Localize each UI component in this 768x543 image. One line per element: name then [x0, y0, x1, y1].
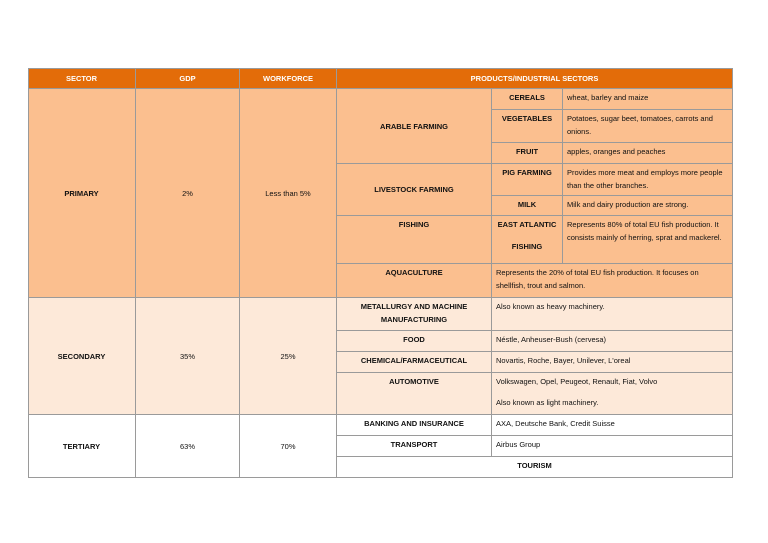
food-desc-cell: Néstle, Anheuser-Bush (cervesa) — [492, 331, 733, 352]
chemical-desc-cell: Novartis, Roche, Bayer, Unilever, L'oreal — [492, 352, 733, 373]
east-atlantic-line1: EAST ATLANTIC — [497, 220, 557, 229]
fishing-cell: FISHING — [337, 216, 492, 264]
east-atlantic-line2: FISHING — [511, 242, 543, 251]
secondary-workforce-cell: 25% — [240, 298, 337, 415]
fruit-cell: FRUIT — [492, 143, 563, 164]
chemical-cell: CHEMICAL/FARMACEUTICAL — [337, 352, 492, 373]
header-gdp: GDP — [136, 68, 240, 89]
automotive-brands: Volkswagen, Opel, Peugeot, Renault, Fiat, Volvo — [496, 377, 658, 386]
automotive-cell: AUTOMOTIVE — [337, 373, 492, 415]
tertiary-gdp-cell: 63% — [136, 415, 240, 478]
primary-sector-cell: PRIMARY — [28, 89, 136, 298]
east-atlantic-fishing-cell — [492, 216, 563, 264]
transport-desc-cell: Airbus Group — [492, 436, 733, 457]
tourism-cell: TOURISM — [337, 457, 733, 478]
aquaculture-cell: AQUACULTURE — [337, 264, 492, 298]
secondary-sector-cell: SECONDARY — [28, 298, 136, 415]
banking-desc-cell: AXA, Deutsche Bank, Credit Suisse — [492, 415, 733, 436]
milk-desc-cell: Milk and dairy production are strong. — [563, 196, 733, 216]
pig-farming-desc-cell: Provides more meat and employs more people than the other branches. — [563, 164, 733, 196]
primary-gdp-cell: 2% — [136, 89, 240, 298]
milk-cell: MILK — [492, 196, 563, 216]
sectors-table — [28, 68, 733, 478]
livestock-farming-cell: LIVESTOCK FARMING — [337, 164, 492, 216]
fruit-desc-cell: apples, oranges and peaches — [563, 143, 733, 164]
header-products: PRODUCTS/INDUSTRIAL SECTORS — [337, 68, 733, 89]
secondary-gdp-cell: 35% — [136, 298, 240, 415]
automotive-note: Also known as light machinery. — [496, 398, 599, 407]
east-atlantic-desc-cell: Represents 80% of total EU fish production. It consists mainly of herring, sprat and mackerel. — [563, 216, 733, 264]
cereals-cell: CEREALS — [492, 89, 563, 110]
metallurgy-desc-cell: Also known as heavy machinery. — [492, 298, 733, 331]
vegetables-desc-cell: Potatoes, sugar beet, tomatoes, carrots and onions. — [563, 110, 733, 143]
primary-workforce-cell: Less than 5% — [240, 89, 337, 298]
pig-farming-cell: PIG FARMING — [492, 164, 563, 196]
banking-cell: BANKING AND INSURANCE — [337, 415, 492, 436]
automotive-desc-cell — [492, 373, 733, 415]
vegetables-cell: VEGETABLES — [492, 110, 563, 143]
header-workforce: WORKFORCE — [240, 68, 337, 89]
food-cell: FOOD — [337, 331, 492, 352]
arable-farming-cell: ARABLE FARMING — [337, 89, 492, 164]
header-sector: SECTOR — [28, 68, 136, 89]
aquaculture-desc-cell: Represents the 20% of total EU fish production. It focuses on shellfish, trout and salmon. — [492, 264, 733, 298]
tertiary-sector-cell: TERTIARY — [28, 415, 136, 478]
tertiary-workforce-cell: 70% — [240, 415, 337, 478]
cereals-desc-cell: wheat, barley and maize — [563, 89, 733, 110]
metallurgy-cell: METALLURGY AND MACHINE MANUFACTURING — [337, 298, 492, 331]
transport-cell: TRANSPORT — [337, 436, 492, 457]
